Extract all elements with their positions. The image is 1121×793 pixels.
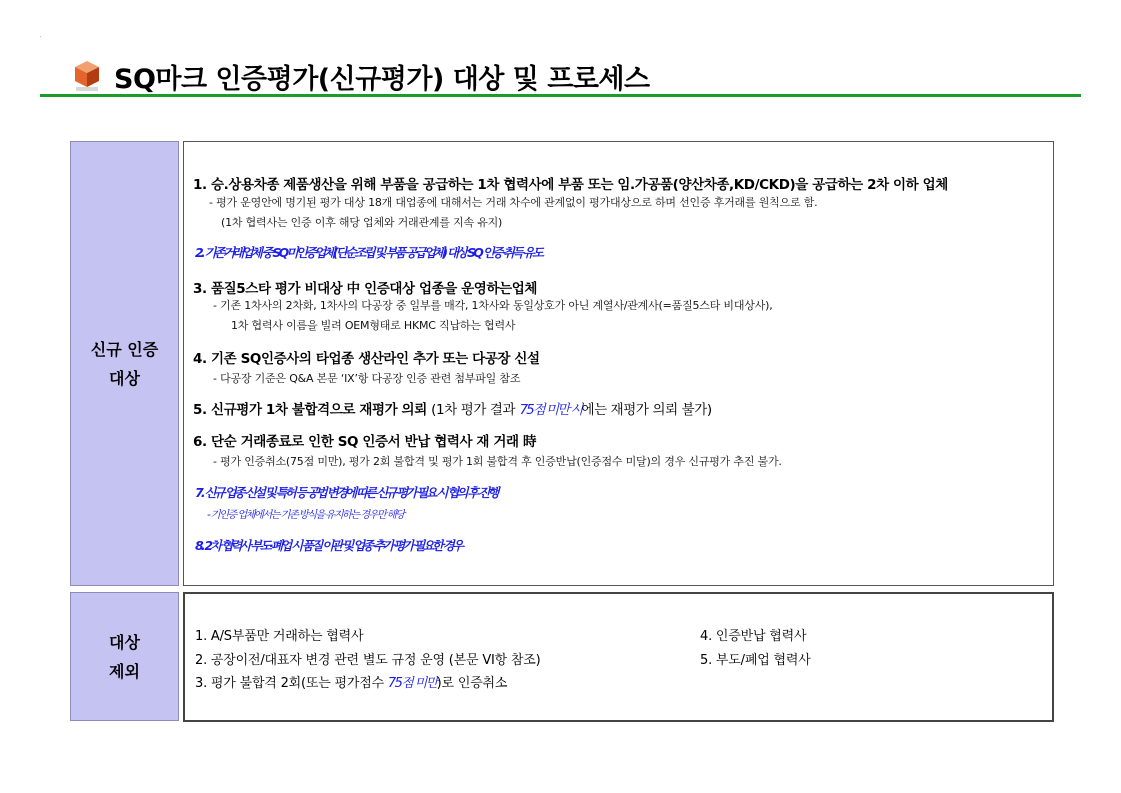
exclusion-label-line2: 제외 (109, 661, 140, 681)
item3-sub2: 1차 협력사 이름을 빌려 OEM형태로 HKMC 직납하는 협력사 (231, 319, 516, 332)
exclusion-content (183, 592, 1054, 722)
item6-title: 6. 단순 거래종료로 인한 SQ 인증서 반납 협력사 재 거래 時 (193, 434, 537, 450)
item4-title: 4. 기존 SQ인증사의 타업종 생산라인 추가 또는 다공장 신설 (193, 351, 540, 367)
item4-sub1: - 다공장 기준은 Q&A 본문 ‘IX’항 다공장 인증 관련 첨부파일 참조 (213, 372, 521, 385)
corner-mark (40, 36, 41, 37)
exclusion-item3-highlight: 75점 미만 (387, 676, 437, 691)
exclusion-item3 (195, 672, 507, 691)
exclusion-item2: 2. 공장이전/대표자 변경 관련 별도 규정 운영 (본문 VI항 참조) (195, 653, 541, 668)
item5-highlight: 75점 미만 시 (519, 402, 582, 418)
exclusion-item3-pre: 3. 평가 불합격 2회(또는 평가점수 (195, 676, 384, 691)
new-cert-content (183, 141, 1054, 586)
new-cert-label-line2: 대상 (109, 368, 140, 388)
item5-paren-close: 에는 재평가 의뢰 불가) (581, 402, 712, 418)
title-row (74, 58, 650, 94)
new-cert-label (70, 141, 179, 586)
item1-title: 1. 승.상용차종 제품생산을 위해 부품을 공급하는 1차 협력사에 부품 또는 임.가공품(양산차종,KD/CKD)을 공급하는 2차 이하 업체 (193, 177, 948, 193)
item3-sub1: - 기존 1차사의 2차화, 1차사의 다공장 중 일부를 매각, 1차사와 동일상호가 아닌 계열사/관계사(=품질5스타 비대상사), (213, 299, 773, 312)
exclusion-item3-post: )로 인증취소 (436, 676, 508, 691)
exclusion-item4: 4. 인증반납 협력사 (700, 629, 807, 644)
item5-line (193, 398, 712, 418)
note7-sub: - 기인증 업체에서는 기존 방식을 유지하는 경우만 해당 (207, 509, 404, 521)
item3-title: 3. 품질5스타 평가 비대상 中 인증대상 업종을 운영하는업체 (193, 281, 538, 297)
page-title: SQ마크 인증평가(신규평가) 대상 및 프로세스 (114, 63, 650, 95)
exclusion-item5: 5. 부도/폐업 협력사 (700, 653, 811, 668)
exclusion-item1: 1. A/S부품만 거래하는 협력사 (195, 629, 364, 644)
item5-title: 5. 신규평가 1차 불합격으로 재평가 의뢰 (193, 402, 427, 418)
cube-icon (74, 60, 100, 92)
title-underline (40, 94, 1081, 97)
item6-sub1: - 평가 인증취소(75점 미만), 평가 2회 불합격 및 평가 1회 불합격 후 인증반납(인증점수 미달)의 경우 신규평가 추진 불가. (213, 455, 782, 468)
item1-sub1: - 평가 운영안에 명기된 평가 대상 18개 대업종에 대해서는 거래 차수에 관계없이 평가대상으로 하며 선인증 후거래를 원칙으로 함. (209, 196, 818, 209)
exclusion-label-line1: 대상 (109, 632, 140, 652)
new-cert-label-line1: 신규 인증 (90, 339, 159, 359)
item5-paren-open: (1차 평가 결과 (431, 402, 516, 418)
item2-note: 2. 기존거래업체 중 SQ미인증업체(단순조립 및 부품 공급업체) 대상 SQ 인증 취득 유도 (195, 245, 542, 260)
exclusion-label (70, 592, 179, 721)
note7: 7. 신규 업종 신설 및 특허 등 공법 변경에 따른 신규 평가 필요 시 협의 후 진행 (195, 485, 497, 500)
note8: 8. 2차 협력사 부도·폐업 시 품질 이관 및 업종 추가 평가 필요한 경우 (195, 538, 462, 553)
item1-sub2: (1차 협력사는 인증 이후 해당 업체와 거래관계를 지속 유지) (221, 216, 503, 229)
